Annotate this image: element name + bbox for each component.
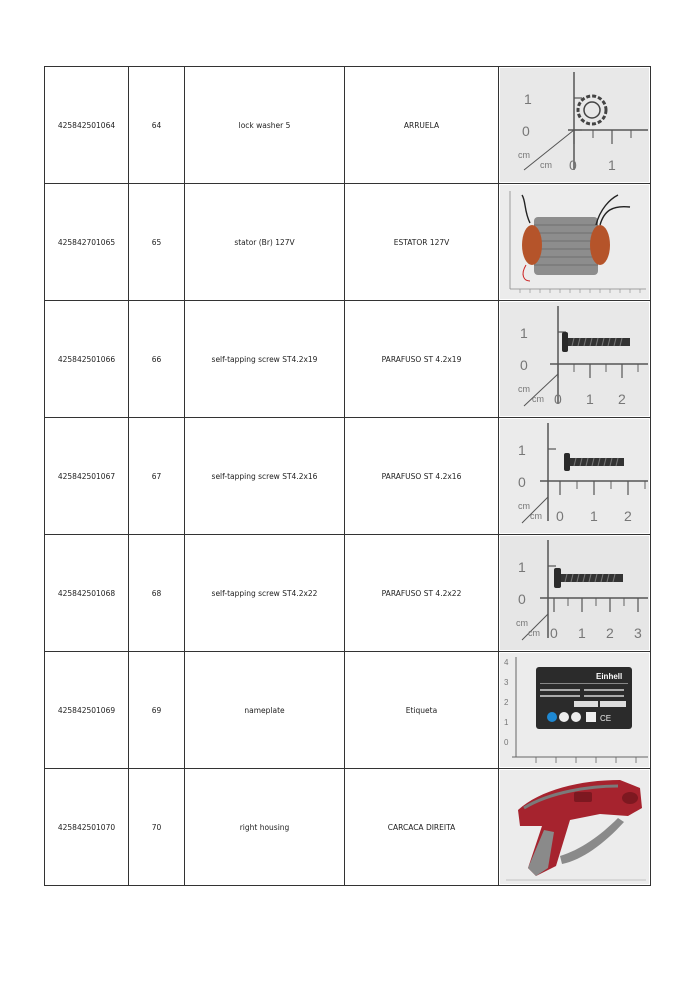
brand-logo: Einhell xyxy=(596,672,623,681)
description-pt: CARCACA DIREITA xyxy=(345,769,499,886)
part-photo-cell xyxy=(499,769,651,886)
scale-unit-x: cm xyxy=(540,160,552,170)
scale-label-x1: 1 xyxy=(578,625,586,641)
housing-photo xyxy=(500,770,649,884)
scale-label-x2: 2 xyxy=(606,625,614,641)
scale-label-x0: 0 xyxy=(554,391,562,407)
svg-text:3: 3 xyxy=(504,678,509,687)
scale-label-x2: 2 xyxy=(618,391,626,407)
description-pt: Etiqueta xyxy=(345,652,499,769)
scale-unit-x: cm xyxy=(530,511,542,521)
scale-label-2: 2 xyxy=(504,698,509,707)
scale-label-0: 0 xyxy=(520,357,528,373)
scale-label-x2: 2 xyxy=(624,508,632,524)
description-en: self-tapping screw ST4.2x19 xyxy=(185,301,345,418)
scale-label-1: 1 xyxy=(504,718,509,727)
description-pt: PARAFUSO ST 4.2x19 xyxy=(345,301,499,418)
part-photo-cell xyxy=(499,652,651,769)
table-row xyxy=(45,535,651,652)
position-number: 68 xyxy=(129,535,185,652)
position-number: 70 xyxy=(129,769,185,886)
description-pt: PARAFUSO ST 4.2x22 xyxy=(345,535,499,652)
scale-label-1: 1 xyxy=(518,442,526,458)
article-number: 425842501066 xyxy=(45,301,129,418)
scale-label-0: 0 xyxy=(518,591,526,607)
description-en: right housing xyxy=(185,769,345,886)
description-en: nameplate xyxy=(185,652,345,769)
scale-label-x0: 0 xyxy=(550,625,558,641)
table-row xyxy=(45,769,651,886)
scale-label-1: 1 xyxy=(518,559,526,575)
scale-unit-y: cm xyxy=(518,501,530,511)
description-pt: PARAFUSO ST 4.2x16 xyxy=(345,418,499,535)
table-row xyxy=(45,652,651,769)
description-en: self-tapping screw ST4.2x16 xyxy=(185,418,345,535)
stator-photo xyxy=(500,185,649,299)
part-photo-cell xyxy=(499,301,651,418)
description-pt: ESTATOR 127V xyxy=(345,184,499,301)
table-row xyxy=(45,67,651,184)
part-photo-cell xyxy=(499,418,651,535)
scale-label-1: 1 xyxy=(524,91,532,107)
scale-unit-x: cm xyxy=(532,394,544,404)
svg-text:4: 4 xyxy=(504,658,509,667)
scale-label-x0: 0 xyxy=(569,157,577,173)
part-photo-cell xyxy=(499,184,651,301)
position-number: 64 xyxy=(129,67,185,184)
description-pt: ARRUELA xyxy=(345,67,499,184)
article-number: 425842501069 xyxy=(45,652,129,769)
scale-unit-x: cm xyxy=(528,628,540,638)
article-number: 425842501067 xyxy=(45,418,129,535)
scale-label-0: 0 xyxy=(518,474,526,490)
scale-label-0: 0 xyxy=(504,738,509,747)
position-number: 66 xyxy=(129,301,185,418)
scale-unit-y: cm xyxy=(518,150,530,160)
screw-photo xyxy=(500,536,649,650)
article-number: 425842701065 xyxy=(45,184,129,301)
article-number: 425842501064 xyxy=(45,67,129,184)
table-row xyxy=(45,184,651,301)
parts-table xyxy=(44,66,651,886)
article-number: 425842501070 xyxy=(45,769,129,886)
table-row xyxy=(45,418,651,535)
scale-unit-y: cm xyxy=(518,384,530,394)
scale-label-0: 0 xyxy=(522,123,530,139)
scale-label-x0: 0 xyxy=(556,508,564,524)
table-row xyxy=(45,301,651,418)
scale-label-x1: 1 xyxy=(586,391,594,407)
scale-unit-y: cm xyxy=(516,618,528,628)
scale-label-x1: 1 xyxy=(590,508,598,524)
svg-text:CE: CE xyxy=(600,714,612,723)
lock-washer-photo xyxy=(500,68,649,182)
article-number: 425842501068 xyxy=(45,535,129,652)
part-photo-cell xyxy=(499,535,651,652)
screw-photo xyxy=(500,302,649,416)
screw-photo xyxy=(500,419,649,533)
position-number: 69 xyxy=(129,652,185,769)
scale-label-x1: 1 xyxy=(608,157,616,173)
part-photo-cell xyxy=(499,67,651,184)
position-number: 65 xyxy=(129,184,185,301)
nameplate-photo xyxy=(500,653,649,767)
description-en: stator (Br) 127V xyxy=(185,184,345,301)
description-en: lock washer 5 xyxy=(185,67,345,184)
description-en: self-tapping screw ST4.2x22 xyxy=(185,535,345,652)
scale-label-1: 1 xyxy=(520,325,528,341)
scale-label-x3: 3 xyxy=(634,625,642,641)
position-number: 67 xyxy=(129,418,185,535)
